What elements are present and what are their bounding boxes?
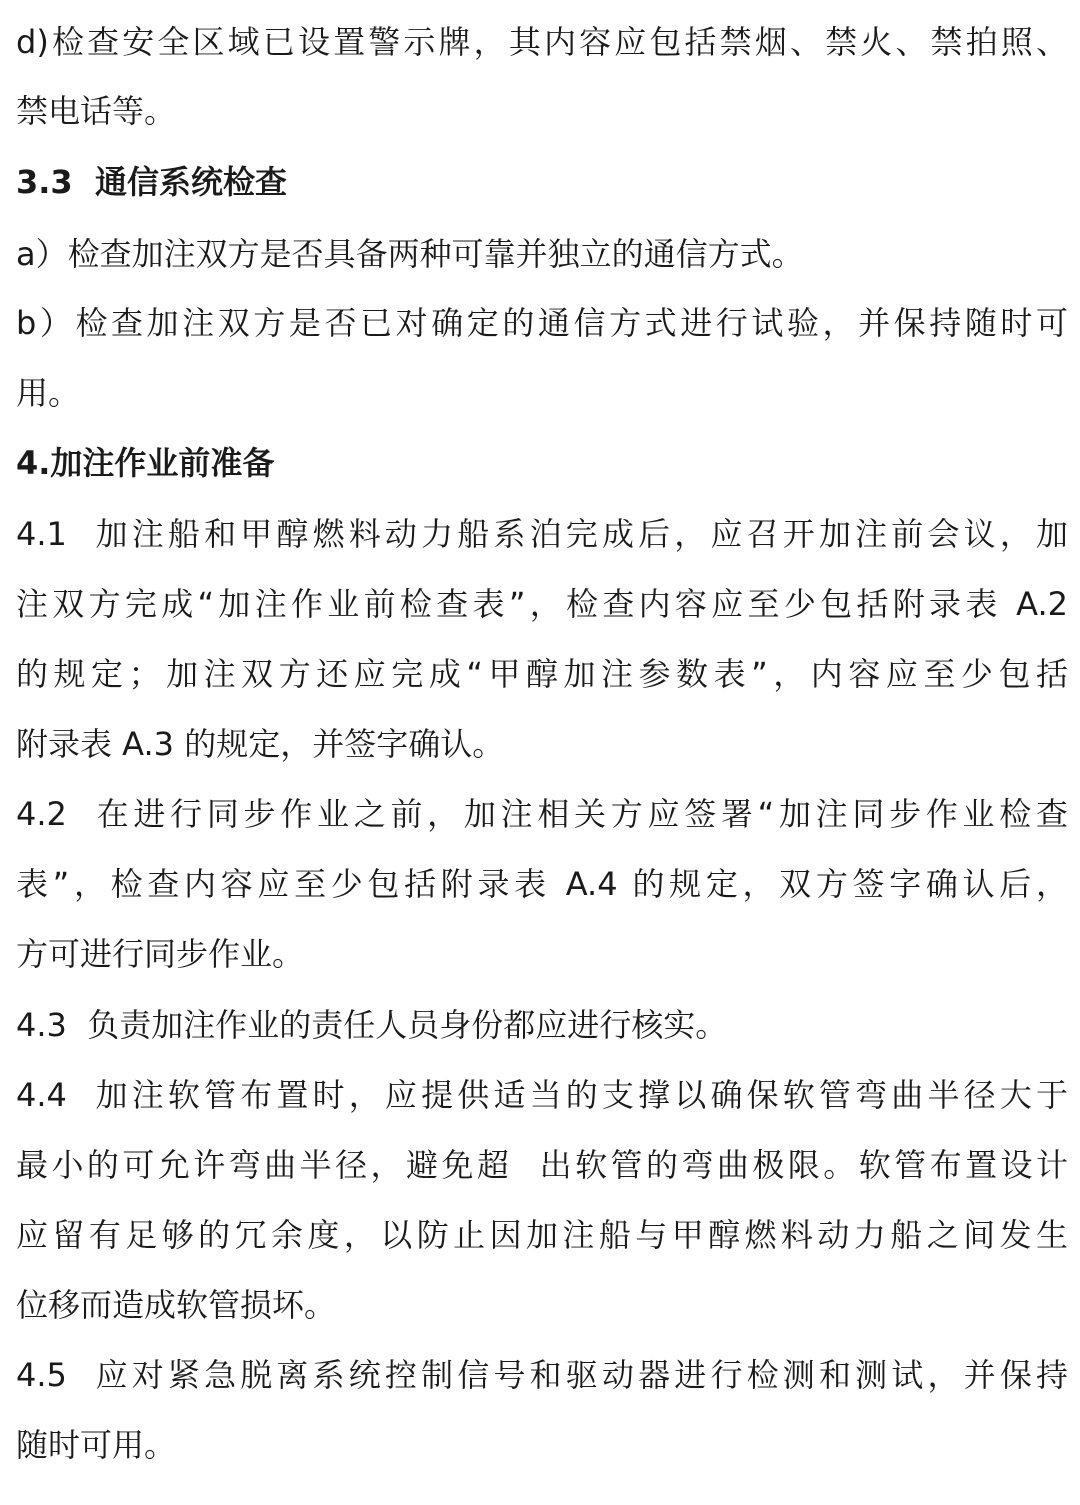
text-line: 4.1 加注船和甲醇燃料动力船系泊完成后，应召开加注前会议，加: [16, 515, 1068, 553]
text-line: 最小的可允许弯曲半径，避免超 出软管的弯曲极限。软管布置设计: [16, 1146, 1068, 1184]
section-heading-4: 4.加注作业前准备: [16, 444, 275, 482]
text-line: 方可进行同步作业。: [16, 935, 305, 973]
text-line: d)检查安全区域已设置警示牌，其内容应包括禁烟、禁火、禁拍照、: [16, 23, 1068, 61]
text-line: 附录表 A.3 的规定，并签字确认。: [16, 725, 505, 763]
text-line: b）检查加注双方是否已对确定的通信方式进行试验，并保持随时可: [16, 304, 1068, 342]
text-line: 4.4 加注软管布置时，应提供适当的支撑以确保软管弯曲半径大于: [16, 1076, 1068, 1114]
text-line: a）检查加注双方是否具备两种可靠并独立的通信方式。: [16, 235, 804, 273]
text-line: 应留有足够的冗余度，以防止因加注船与甲醇燃料动力船之间发生: [16, 1216, 1068, 1254]
section-heading-3-3: 3.3 通信系统检查: [16, 163, 287, 201]
text-line: 禁电话等。: [16, 92, 177, 130]
text-line: 位移而造成软管损坏。: [16, 1286, 337, 1324]
text-line: 的规定；加注双方还应完成“甲醇加注参数表”，内容应至少包括: [16, 655, 1068, 693]
text-line: 注双方完成“加注作业前检查表”，检查内容应至少包括附录表 A.2: [16, 585, 1068, 623]
text-line: 4.3 负责加注作业的责任人员身份都应进行核实。: [16, 1006, 728, 1044]
text-line: 表”，检查内容应至少包括附录表 A.4 的规定，双方签字确认后，: [16, 865, 1068, 903]
text-line: 随时可用。: [16, 1426, 177, 1464]
text-line: 用。: [16, 374, 81, 412]
text-line: 4.5 应对紧急脱离系统控制信号和驱动器进行检测和测试，并保持: [16, 1356, 1068, 1394]
text-line: 4.2 在进行同步作业之前，加注相关方应签署“加注同步作业检查: [16, 795, 1068, 833]
